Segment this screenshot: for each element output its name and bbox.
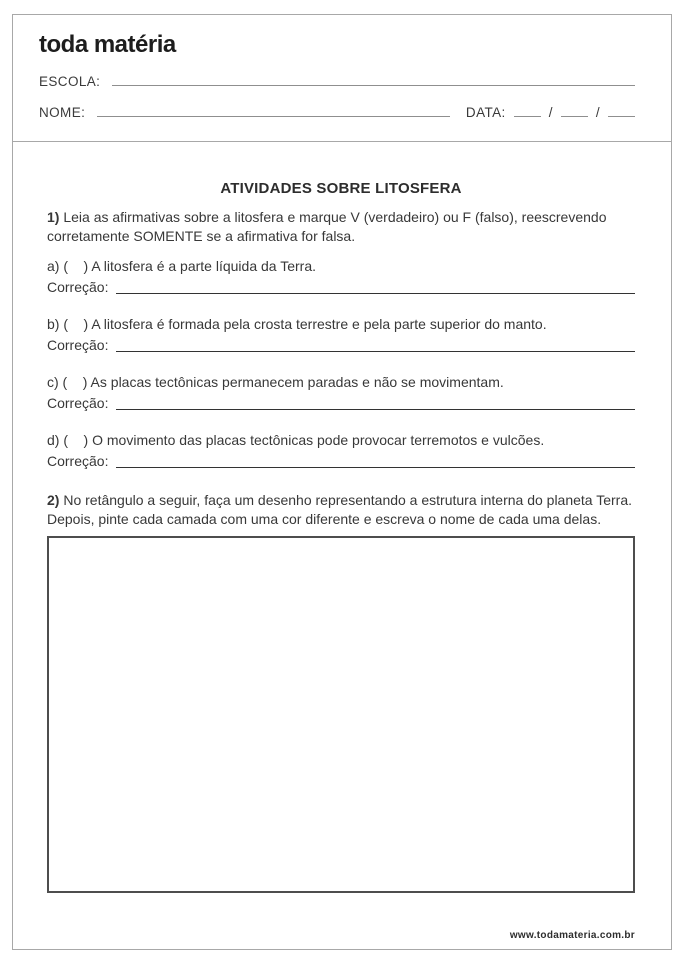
date-label: DATA: [465, 105, 506, 120]
item-b-statement: b) ( ) A litosfera é formada pela crosta terrestre e pela parte superior do manto. [47, 316, 547, 332]
correction-label: Correção: [47, 337, 109, 353]
question-2-text: No retângulo a seguir, faça um desenho representando a estrutura interna do planeta Terra. Depois, pinte cada camada com uma cor diferente e escreva o nome de cada uma delas. [47, 492, 633, 527]
footer-url: www.todamateria.com.br [509, 930, 635, 941]
correction-label: Correção: [47, 279, 109, 295]
item-d-correction-blank-line [116, 467, 635, 468]
date-month-blank-line [561, 116, 588, 117]
date-day-blank-line [514, 116, 541, 117]
school-blank-line [112, 85, 635, 86]
question-1-text: Leia as afirmativas sobre a litosfera e marque V (verdadeiro) ou F (falso), reescrevendo corretamente SOMENTE se a afirmativa for falsa. [47, 209, 607, 244]
question-1-item-b [47, 315, 635, 355]
question-2-number: 2) [47, 492, 60, 508]
name-label: NOME: [39, 105, 86, 120]
item-a-correction-blank-line [116, 293, 635, 294]
worksheet-title: ATIVIDADES SOBRE LITOSFERA [220, 180, 462, 197]
item-b-correction-blank-line [116, 351, 635, 352]
item-c-statement: c) ( ) As placas tectônicas permanecem paradas e não se movimentam. [47, 374, 504, 390]
question-1-item-c [47, 373, 635, 413]
question-1-item-a [47, 257, 635, 297]
date-year-blank-line [608, 116, 635, 117]
item-c-correction-row [47, 394, 635, 413]
item-a-statement: a) ( ) A litosfera é a parte líquida da Terra. [47, 258, 316, 274]
item-d-statement: d) ( ) O movimento das placas tectônicas pode provocar terremotos e vulcões. [47, 432, 545, 448]
school-field-row [39, 74, 635, 90]
name-blank-line [97, 116, 450, 117]
drawing-box [47, 536, 635, 893]
header-section [13, 15, 671, 142]
correction-label: Correção: [47, 453, 109, 469]
item-b-correction-row [47, 336, 635, 355]
date-separator: / [595, 105, 600, 120]
question-1 [47, 208, 635, 246]
question-1-item-d [47, 431, 635, 471]
school-label: ESCOLA: [39, 74, 101, 89]
question-2 [47, 491, 635, 529]
brand-logo: toda matéria [39, 31, 176, 58]
correction-label: Correção: [47, 395, 109, 411]
item-a-correction-row [47, 278, 635, 297]
name-date-field-row [39, 105, 635, 121]
item-c-correction-blank-line [116, 409, 635, 410]
page-frame [12, 14, 672, 950]
worksheet-body [13, 179, 671, 893]
question-1-number: 1) [47, 209, 60, 225]
item-d-correction-row [47, 452, 635, 471]
date-separator: / [548, 105, 553, 120]
